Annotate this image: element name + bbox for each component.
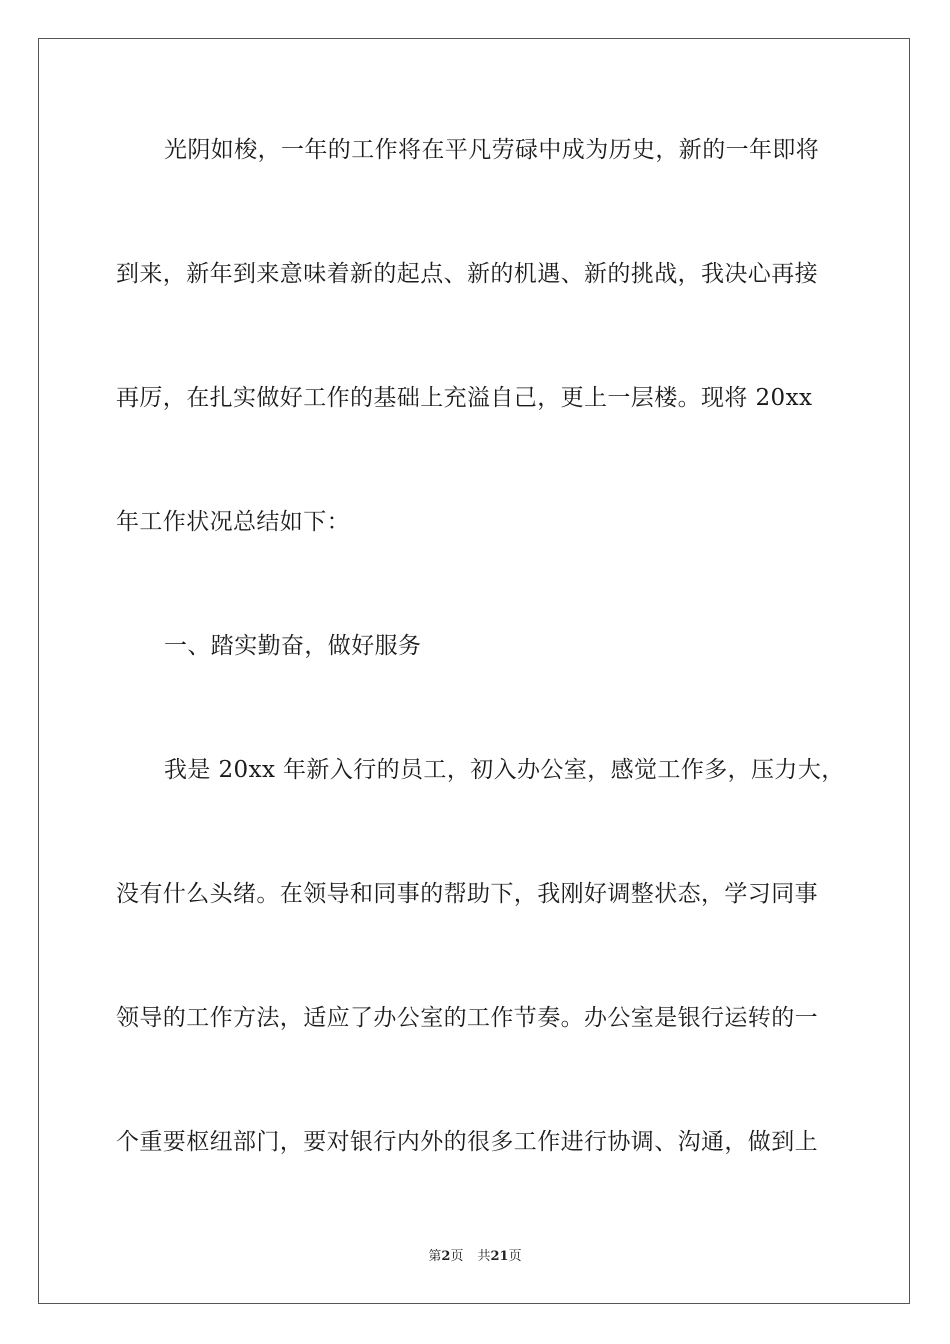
footer-total-suffix: 页 <box>508 1249 522 1264</box>
paragraph-line-2: 到来，新年到来意味着新的起点、新的机遇、新的挑战，我决心再接 <box>116 261 818 287</box>
section-heading: 一、踏实勤奋，做好服务 <box>164 633 422 659</box>
page-border <box>38 38 910 1304</box>
paragraph-line-8: 领导的工作方法，适应了办公室的工作节奏。办公室是银行运转的一 <box>116 1005 818 1031</box>
footer-page-number: 2 <box>441 1249 451 1264</box>
footer-total-prefix: 共 <box>477 1249 491 1264</box>
footer-total-pages: 21 <box>490 1249 509 1264</box>
paragraph-line-9: 个重要枢纽部门，要对银行内外的很多工作进行协调、沟通，做到上 <box>116 1129 818 1155</box>
footer-page-suffix: 页 <box>450 1249 464 1264</box>
page-footer <box>0 1248 950 1266</box>
paragraph-line-6: 我是 20xx 年新入行的员工，初入办公室，感觉工作多，压力大， <box>164 757 845 783</box>
paragraph-line-7: 没有什么头绪。在领导和同事的帮助下，我刚好调整状态，学习同事 <box>116 881 818 907</box>
footer-page-prefix: 第 <box>428 1249 442 1264</box>
paragraph-line-3: 再厉，在扎实做好工作的基础上充溢自己，更上一层楼。现将 20xx <box>116 385 813 411</box>
paragraph-line-1: 光阴如梭，一年的工作将在平凡劳碌中成为历史，新的一年即将 <box>164 137 820 163</box>
paragraph-line-4: 年工作状况总结如下： <box>116 509 350 535</box>
